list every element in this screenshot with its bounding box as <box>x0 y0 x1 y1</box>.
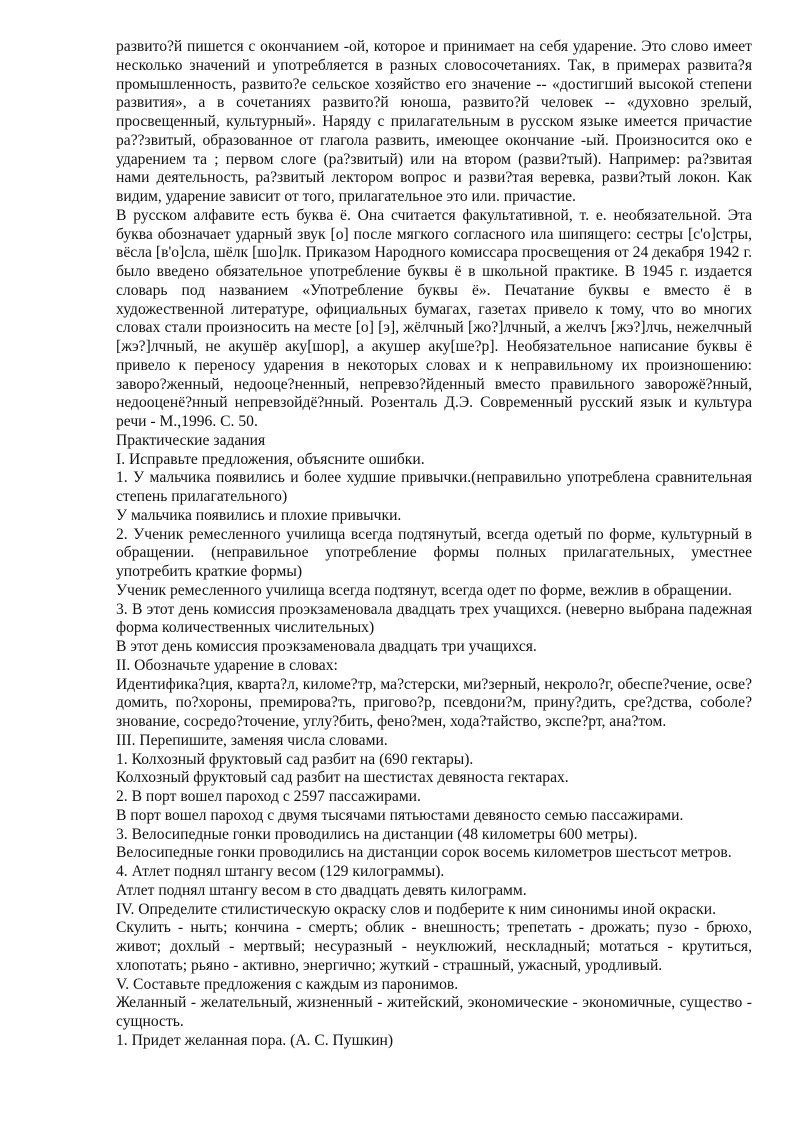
task-5-paronyms: Желанный - желательный, жизненный - житейский, экономические - экономичные, существо - сущность. <box>116 994 752 1030</box>
task-heading-4: IV. Определите стилистическую окраску слов и подберите к ним синонимы иной окраски. <box>116 900 716 918</box>
task-3-item-3: 3. Велосипедные гонки проводились на дистанции (48 километры 600 метры). <box>116 825 638 843</box>
task-1-answer-3: В этот день комиссия проэкзаменовала двадцать три учащихся. <box>116 638 537 655</box>
task-4-synonyms: Скулить - ныть; кончина - смерть; облик - внешность; трепетать - дрожать; пузо - брюхо, живот; дохлый - мертвый; несуразный - неуклюжий, нескладный; мотаться - крутиться, хлопотать; рьяно - активно, энергично; жуткий - страшный, ужасный, уродливый. <box>116 919 752 974</box>
task-3-item-4: 4. Атлет поднял штангу весом (129 килограммы). <box>116 863 445 880</box>
task-heading-2: II. Обозначьте ударение в словах: <box>116 656 338 674</box>
task-3-answer-2: В порт вошел пароход с двумя тысячами пятьюстами девяносто семью пассажирами. <box>116 806 684 824</box>
task-3-answer-4: Атлет поднял штангу весом в сто двадцать девять килограмм. <box>116 881 527 899</box>
paragraph-letter-yo: В русском алфавите есть буква ё. Она считается факультативной, т. е. необязательной. Эта буква обозначает ударный звук [о] после мягкого согласного ила шипящего: сестры [с'о]стры, вёсла [в'о]сла, шёлк [шо]лк. Приказом Народного комиссара просвещения от 24 декабря 1942 г. было введено обязательное употребление буквы ё в школьной практике. В 1945 г. издается словарь под названием «Употребление буквы ё». Печатание буквы е вместо ё в художественной литературе, официальных бумагах, газетах привело к тому, что во многих словах стали произносить на месте [о] [э], жёлчный [жо?]лчный, а желчъ [жэ?]лчь, нежелчный [жэ?]лчный, не акушёр аку[шор], а акушер аку[ше?р]. Необязательное написание буквы ё привело к переносу ударения в некоторых словах и к неправильному их произношению: заворо?женный, недооце?ненный, непревзо?йденный вместо правильного заворожё?нный, недооценё?нный непревзойдё?нный. Розенталь Д.Э. Современный русский язык и культура речи - М.,1996. С. 50. <box>116 206 752 430</box>
task-1-item-1: 1. У мальчика появились и более худшие привычки.(неправильно употреблена сравнительная степень прилагательного) <box>116 469 752 505</box>
task-3-item-1: 1. Колхозный фруктовый сад разбит на (690 гектары). <box>116 750 474 768</box>
task-heading-5: V. Составьте предложения с каждым из паронимов. <box>116 975 459 993</box>
task-2-word-list: Идентифика?ция, кварта?л, киломе?тр, ма?стерски, ми?зерный, некроло?г, обеспе?чение, осве?домить, по?хороны, премирова?ть, пригово?р, псевдони?м, прину?дить, сре?дства, соболе?знование, сосредо?точение, углу?бить, фено?мен, хода?тайство, экспе?рт, ана?том. <box>116 675 752 730</box>
task-1-answer-1: У мальчика появились и плохие привычки. <box>116 506 402 524</box>
task-1-item-3: 3. В этот день комиссия проэкзаменовала двадцать трех учащихся. (неверно выбрана падежная форма количественных числительных) <box>116 600 752 637</box>
task-1-answer-2: Ученик ремесленного училища всегда подтянут, всегда одет по форме, вежлив в обращении. <box>116 581 732 599</box>
task-5-sentence-1: 1. Придет желанная пора. (А. С. Пушкин) <box>116 1031 394 1049</box>
task-3-item-2: 2. В порт вошел пароход с 2597 пассажирами. <box>116 788 421 805</box>
section-heading-practical-tasks: Практические задания <box>116 431 266 449</box>
task-1-item-2: 2. Ученик ремесленного училища всегда подтянутый, всегда одетый по форме, культурный в обращении. (неправильное употребление формы полных прилагательных, уместнее употребить краткие формы) <box>116 525 752 580</box>
task-heading-3: III. Перепишите, заменяя числа словами. <box>116 731 388 749</box>
task-3-answer-3: Велосипедные гонки проводились на дистанции сорок восемь километров шестьсот метров. <box>116 844 732 862</box>
task-3-answer-1: Колхозный фруктовый сад разбит на шестистах девяноста гектарах. <box>116 769 569 787</box>
paragraph-vowel-stress: развито?й пишется с окончанием -ой, которое и принимает на себя ударение. Это слово имеет несколько значений и употребляется в разных словосочетаниях. Так, в примерах развита?я промышленность, развито?е сельское хозяйство его значение -- «достигший высокой степени развития», а в сочетаниях развито?й юноша, развито?й человек -- «духовно зрелый, просвещенный, культурный». Наряду с прилагательным в русском языке имеется причастие ра??звитый, образованное от глагола развить, имеющее окончание -ый. Произносится око е ударением та ; первом слоге (ра?звитый) или на втором (разви?тый). Например: ра?звитая нами деятельность, ра?звитый лектором вопрос и разви?тая веревка, разви?тый локон. Как видим, ударение зависит от того, прилагательное это или. причастие. <box>116 38 752 205</box>
task-heading-1: I. Исправьте предложения, объясните ошибки. <box>116 450 425 468</box>
